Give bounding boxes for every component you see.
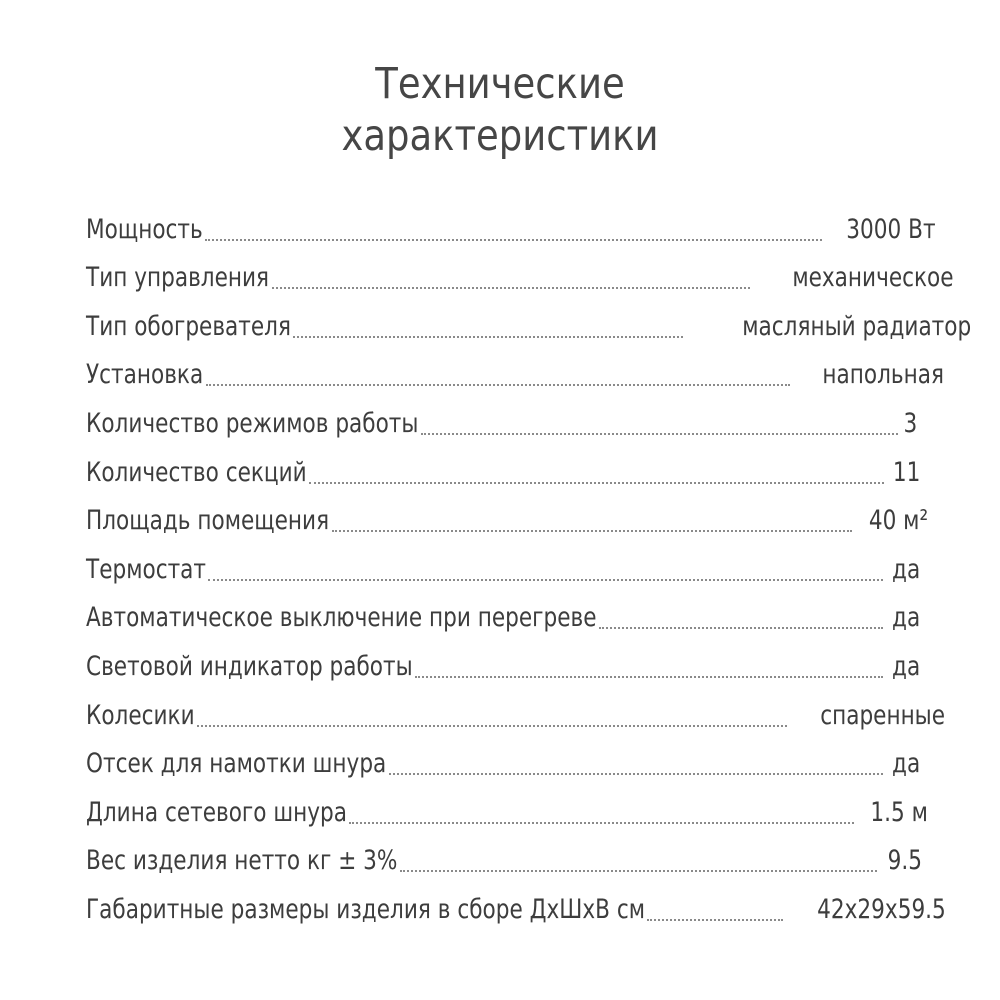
spec-value: механическое	[792, 262, 954, 294]
spec-value: 9.5	[887, 845, 922, 877]
spec-value: 3	[903, 407, 918, 439]
spec-row-control-type	[86, 254, 954, 303]
spec-row-thermostat	[86, 545, 921, 594]
dotted-leader	[206, 384, 790, 386]
spec-list	[86, 205, 972, 934]
spec-label: Световой индикатор работы	[86, 650, 413, 682]
spec-label: Количество режимов работы	[86, 407, 419, 439]
spec-label: Установка	[86, 359, 204, 391]
spec-row-indicator-light	[86, 642, 921, 691]
spec-value: да	[892, 650, 921, 682]
dotted-leader	[272, 287, 750, 289]
spec-row-cord-storage	[86, 740, 921, 789]
spec-label: Автоматическое выключение при перегреве	[86, 602, 597, 634]
spec-value: да	[892, 553, 921, 585]
dotted-leader	[599, 627, 883, 629]
spec-value: 11	[892, 456, 921, 488]
spec-label: Колесики	[86, 699, 195, 731]
spec-label: Отсек для намотки шнура	[86, 748, 387, 780]
spec-label: Длина сетевого шнура	[86, 796, 347, 828]
dotted-leader	[309, 482, 884, 484]
dotted-leader	[205, 239, 822, 241]
spec-value: да	[892, 748, 921, 780]
spec-row-power	[86, 205, 936, 254]
spec-label: Количество секций	[86, 456, 307, 488]
spec-value: спаренные	[820, 699, 946, 731]
spec-label: Тип обогревателя	[86, 310, 291, 342]
spec-value: 40 м²	[868, 505, 929, 537]
dotted-leader	[293, 336, 683, 338]
spec-label: Площадь помещения	[86, 505, 330, 537]
spec-value: напольная	[822, 359, 944, 391]
spec-row-cord-length	[86, 788, 928, 837]
dotted-leader	[421, 433, 898, 435]
spec-value: масляный радиатор	[742, 310, 972, 342]
spec-label: Мощность	[86, 213, 203, 245]
spec-row-modes	[86, 399, 918, 448]
page-title-line-2: характеристики	[341, 111, 659, 161]
spec-row-overheat-shutoff	[86, 594, 921, 643]
spec-row-sections	[86, 448, 921, 497]
page-title	[70, 58, 930, 162]
spec-row-dimensions	[86, 885, 946, 934]
spec-label: Тип управления	[86, 262, 270, 294]
spec-label: Термостат	[86, 553, 206, 585]
dotted-leader	[197, 725, 787, 727]
spec-row-room-area	[86, 497, 929, 546]
dotted-leader	[332, 530, 852, 532]
dotted-leader	[647, 919, 783, 921]
dotted-leader	[349, 822, 854, 824]
page-title-line-1: Технические	[375, 59, 625, 109]
spec-value: 42x29x59.5	[817, 893, 946, 925]
spec-value: да	[892, 602, 921, 634]
dotted-leader	[415, 676, 883, 678]
spec-row-heater-type	[86, 302, 972, 351]
spec-row-wheels	[86, 691, 946, 740]
spec-label: Габаритные размеры изделия в сборе ДхШхВ см	[86, 893, 645, 925]
spec-row-net-weight	[86, 837, 922, 886]
dotted-leader	[389, 773, 883, 775]
dotted-leader	[208, 579, 883, 581]
spec-value: 3000 Вт	[846, 213, 936, 245]
spec-row-installation	[86, 351, 944, 400]
dotted-leader	[400, 870, 877, 872]
spec-label: Вес изделия нетто кг ± 3%	[86, 845, 398, 877]
spec-value: 1.5 м	[870, 796, 928, 828]
